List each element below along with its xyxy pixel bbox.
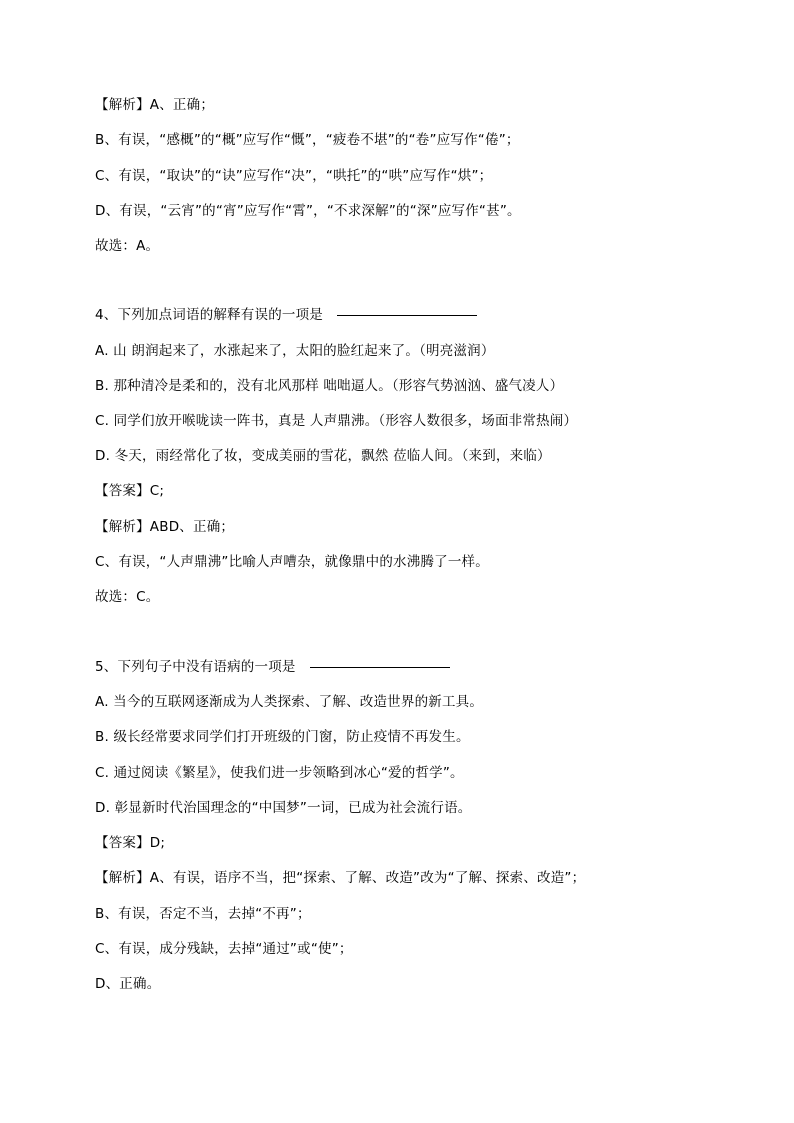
q5-analysis-b: B、有误，否定不当，去掉“不再”； [95, 906, 311, 922]
q5-option-d: D. 彰显新时代治国理念的“中国梦”一词，已成为社会流行语。 [95, 800, 472, 816]
q5-analysis-d: D、正确。 [95, 976, 161, 992]
q4-question [95, 306, 477, 324]
q4-option-a: A. 山 朗润起来了，水涨起来了，太阳的脸红起来了。（明亮滋润） [95, 343, 495, 359]
q4-answer: 【答案】C; [95, 483, 165, 499]
q3-analysis-b: B、有误，“感概”的“概”应写作“慨”，“疲卷不堪”的“卷”应写作“倦”； [95, 132, 520, 148]
q3-analysis-c: C、有误，“取诀”的“诀”应写作“决”，“哄托”的“哄”应写作“烘”； [95, 168, 493, 184]
q4-analysis-c: C、有误，“人声鼎沸”比喻人声嘈杂，就像鼎中的水沸腾了一样。 [95, 554, 489, 570]
q5-answer-blank [310, 666, 450, 668]
q3-analysis-a: 【解析】A、正确； [95, 97, 215, 113]
q4-option-d: D. 冬天，雨经常化了妆，变成美丽的雪花，飘然 莅临人间。（来到，来临） [95, 448, 551, 464]
q5-option-b: B. 级长经常要求同学们打开班级的门窗，防止疫情不再发生。 [95, 729, 470, 745]
q5-answer: 【答案】D; [95, 835, 166, 851]
q4-analysis-abd: 【解析】ABD、正确； [95, 519, 235, 535]
q5-question-text: 5、下列句子中没有语病的一项是 [95, 659, 296, 675]
q4-question-text: 4、下列加点词语的解释有误的一项是 [95, 307, 323, 323]
q5-option-c: C. 通过阅读《繁星》，使我们进一步领略到冰心“爱的哲学”。 [95, 765, 464, 781]
q4-option-b: B. 那种清冷是柔和的，没有北风那样 咄咄逼人。（形容气势汹汹、盛气凌人） [95, 378, 564, 394]
q4-choose: 故选：C。 [95, 589, 160, 605]
q5-option-a: A. 当今的互联网逐渐成为人类探索、了解、改造世界的新工具。 [95, 694, 484, 710]
q4-answer-blank [337, 314, 477, 316]
q5-question [95, 658, 450, 676]
q3-choose: 故选：A。 [95, 238, 160, 254]
q5-analysis-c: C、有误，成分残缺，去掉“通过”或“使”； [95, 941, 353, 957]
q3-analysis-d: D、有误，“云宵”的“宵”应写作“霄”，“不求深解”的“深”应写作“甚”。 [95, 203, 521, 219]
q4-option-c: C. 同学们放开喉咙读一阵书，真是 人声鼎沸。（形容人数很多，场面非常热闹） [95, 413, 578, 429]
q5-analysis-a: 【解析】A、有误，语序不当，把“探索、了解、改造”改为“了解、探索、改造”； [95, 870, 586, 886]
